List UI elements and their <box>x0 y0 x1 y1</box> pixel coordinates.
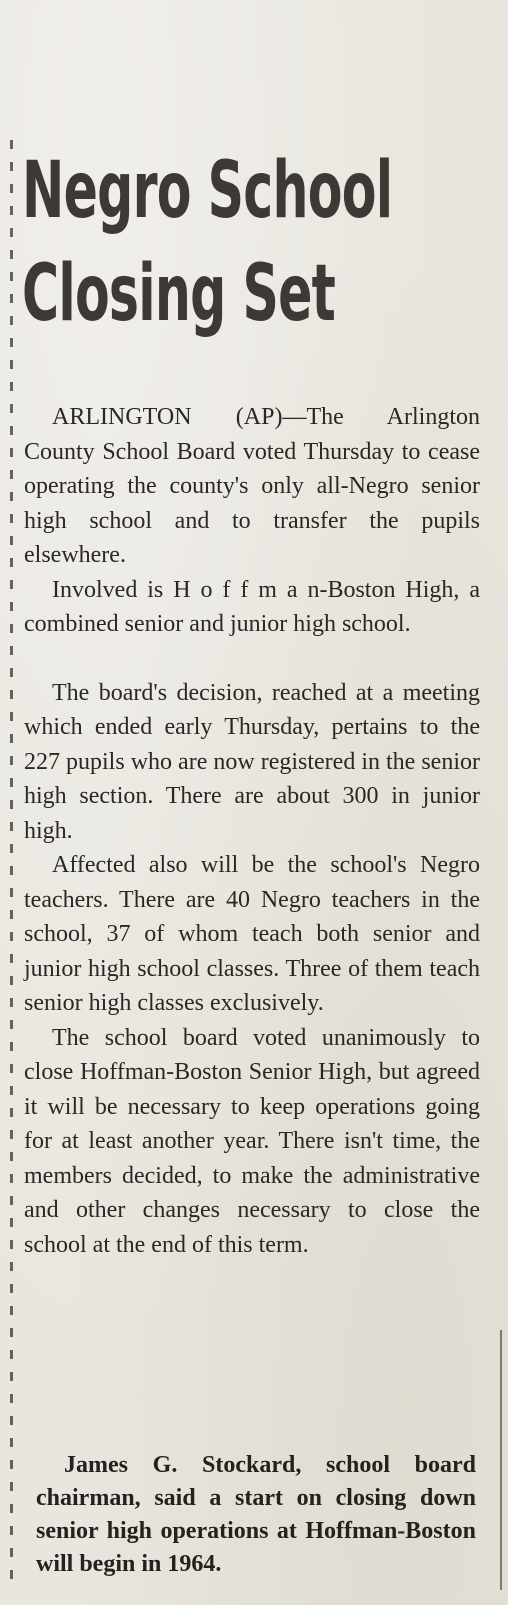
paragraph: Affected also will be the school's Negro teachers. There are 40 Negro teachers in the school, 37 of whom teach both senior and junior high school classes. Three of them teach senior high classes exclusively. <box>24 852 480 1016</box>
article-body <box>24 400 480 1262</box>
paragraph: Involved is H o f f m a n-Boston High, a combined senior and junior high school. <box>24 576 480 637</box>
paragraph: The board's decision, reached at a meeting which ended early Thursday, pertains to the 227 pupils who are now registered in the senior high section. There are about 300 in junior high. <box>24 679 480 844</box>
paragraph: The school board voted unanimously to close Hoffman-Boston Senior High, but agreed it will be necessary to keep operations going for at least another year. There isn't time, the members decided, to make the administrative and other changes necessary to close the school at the end of this term. <box>24 1024 480 1258</box>
column-rule <box>10 140 13 1580</box>
headline <box>22 140 393 346</box>
headline-line-2: Closing Set <box>22 249 336 339</box>
edge-mark <box>500 1330 502 1590</box>
closing-paragraph: James G. Stockard, school board chairman, said a start on closing down senior high operations at Hoffman-Boston will begin in 1964. <box>36 1452 476 1577</box>
headline-line-1: Negro School <box>22 146 393 236</box>
paragraph-dateline: ARLINGTON (AP)—The Arlington County School Board voted Thursday to cease operating the county's only all-Negro senior high school and to transfer the pupils elsewhere. <box>24 404 480 568</box>
